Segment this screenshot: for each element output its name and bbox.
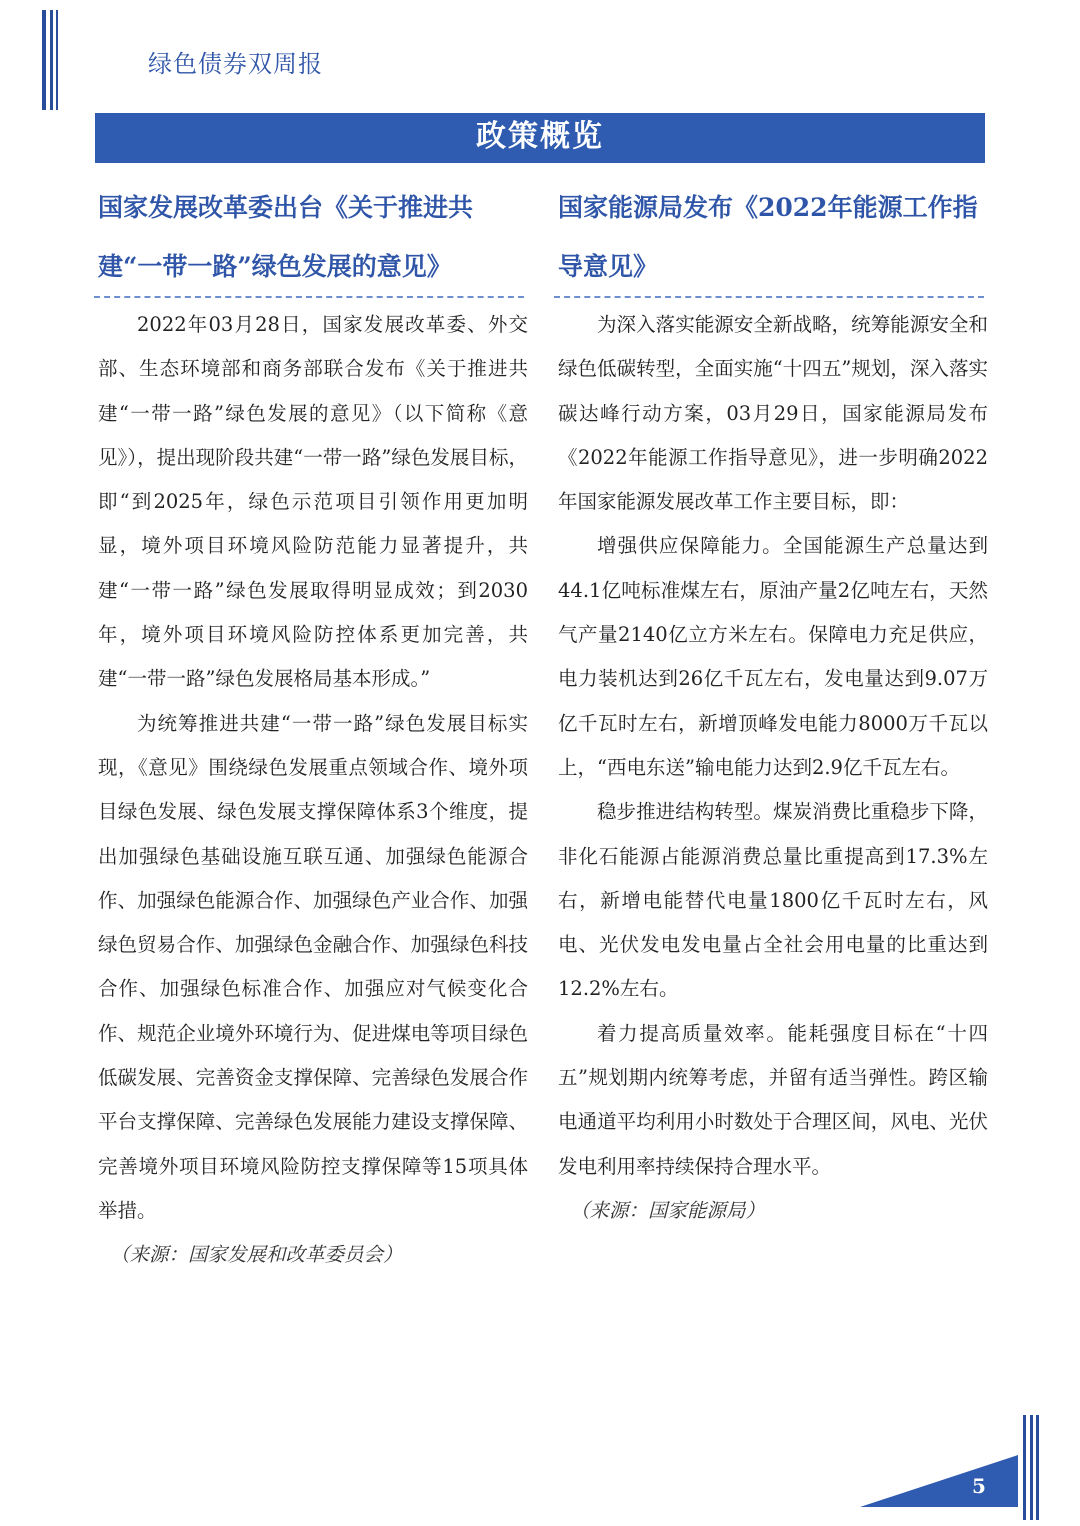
page-corner-triangle xyxy=(860,1455,1018,1507)
right-article xyxy=(558,178,988,1233)
right-paragraph-1: 为深入落实能源安全新战略，统筹能源安全和绿色低碳转型，全面实施“十四五”规划，深入落实碳达峰行动方案，03月29日，国家能源局发布《2022年能源工作指导意见》，进一步明确2022年国家能源发展改革工作主要目标，即： xyxy=(558,313,988,514)
header-decoration-lines xyxy=(42,10,62,110)
left-paragraph-1: 2022年03月28日，国家发展改革委、外交部、生态环境部和商务部联合发布《关于推进共建“一带一路”绿色发展的意见》（以下简称《意见》），提出现阶段共建“一带一路”绿色发展目标，即“到2025年，绿色示范项目引领作用更加明显，境外项目环境风险防范能力显著提升，共建“一带一路”绿色发展取得明显成效；到2030年，境外项目环境风险防控体系更加完善，共建“一带一路”绿色发展格局基本形成。” xyxy=(98,313,528,691)
left-article-source: （来源：国家发展和改革委员会） xyxy=(110,1243,403,1267)
section-banner: 政策概览 xyxy=(95,113,985,163)
left-article-title: 国家发展改革委出台《关于推进共建“一带一路”绿色发展的意见》 xyxy=(98,193,474,281)
footer-decoration-lines xyxy=(1023,1415,1043,1520)
left-paragraph-2: 为统筹推进共建“一带一路”绿色发展目标实现，《意见》围绕绿色发展重点领域合作、境外项目绿色发展、绿色发展支撑保障体系3个维度，提出加强绿色基础设施互联互通、加强绿色能源合作、加强绿色能源合作、加强绿色产业合作、加强绿色贸易合作、加强绿色金融合作、加强绿色科技合作、加强绿色标准合作、加强应对气候变化合作、规范企业境外环境行为、促进煤电等项目绿色低碳发展、完善资金支撑保障、完善绿色发展合作平台支撑保障、完善绿色发展能力建设支撑保障、完善境外项目环境风险防控支撑保障等15项具体举措。 xyxy=(98,711,528,1222)
report-name: 绿色债券双周报 xyxy=(148,50,323,78)
right-article-title: 国家能源局发布《2022年能源工作指导意见》 xyxy=(558,193,978,281)
right-title-divider xyxy=(554,296,984,298)
right-paragraph-3: 稳步推进结构转型。煤炭消费比重稳步下降，非化石能源占能源消费总量比重提高到17.3%左右，新增电能替代电量1800亿千瓦时左右，风电、光伏发电发电量占全社会用电量的比重达到12.2%左右。 xyxy=(558,800,988,1001)
left-article xyxy=(98,178,528,1277)
right-paragraph-4: 着力提高质量效率。能耗强度目标在“十四五”规划期内统筹考虑，并留有适当弹性。跨区输电通道平均利用小时数处于合理区间，风电、光伏发电利用率持续保持合理水平。 xyxy=(558,1021,988,1178)
left-title-divider xyxy=(94,296,524,298)
right-paragraph-2: 增强供应保障能力。全国能源生产总量达到44.1亿吨标准煤左右，原油产量2亿吨左右，天然气产量2140亿立方米左右。保障电力充足供应，电力装机达到26亿千瓦左右，发电量达到9.07万亿千瓦时左右，新增顶峰发电能力8000万千瓦以上，“西电东送”输电能力达到2.9亿千瓦左右。 xyxy=(558,534,988,779)
right-article-source: （来源：国家能源局） xyxy=(570,1198,766,1222)
page-number: 5 xyxy=(972,1474,986,1498)
